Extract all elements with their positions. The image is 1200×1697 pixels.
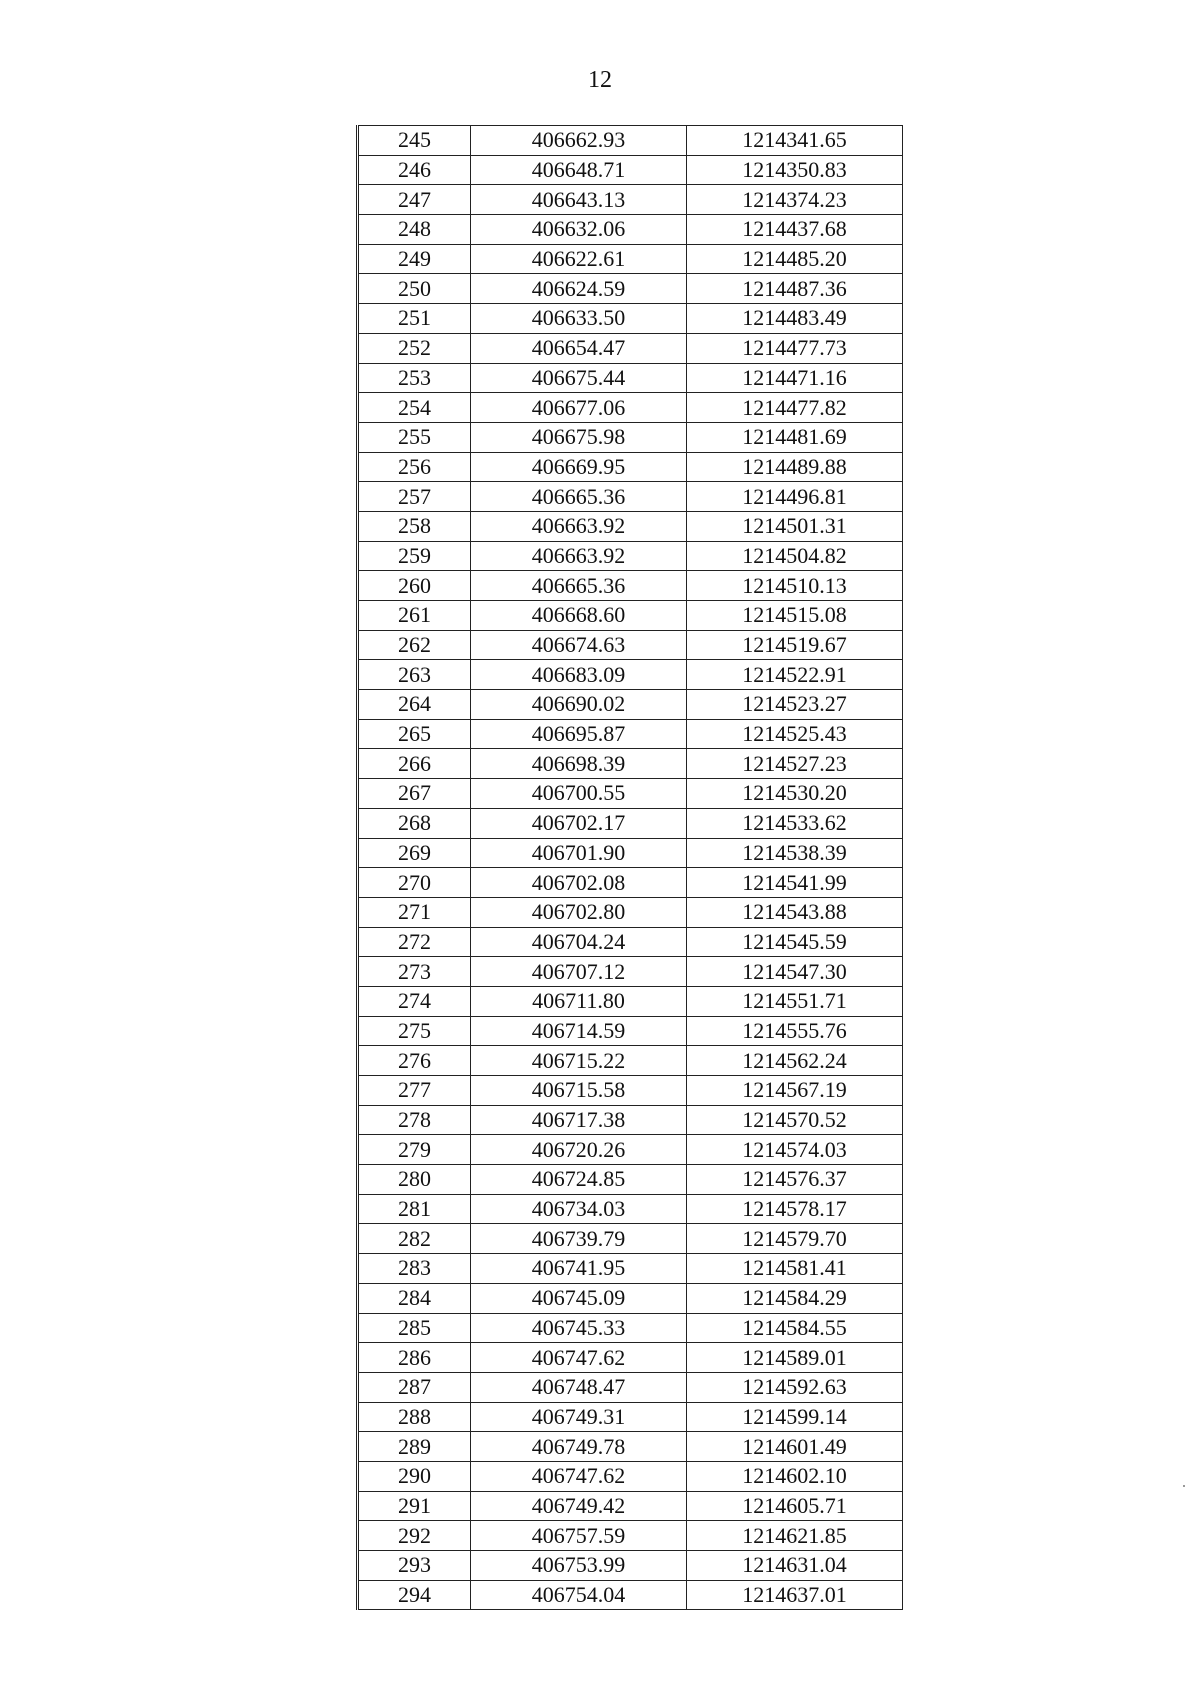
y-coordinate-cell: 1214496.81 [687, 482, 903, 512]
y-coordinate-cell: 1214477.82 [687, 393, 903, 423]
table-row [358, 1461, 903, 1491]
y-coordinate-cell: 1214341.65 [687, 126, 903, 156]
x-coordinate-cell: 406745.09 [471, 1283, 687, 1313]
table-row [358, 1046, 903, 1076]
x-coordinate-cell: 406749.42 [471, 1491, 687, 1521]
y-coordinate-cell: 1214605.71 [687, 1491, 903, 1521]
y-coordinate-cell: 1214547.30 [687, 957, 903, 987]
x-coordinate-cell: 406754.04 [471, 1580, 687, 1610]
y-coordinate-cell: 1214437.68 [687, 215, 903, 245]
point-number-cell: 263 [358, 660, 471, 690]
x-coordinate-cell: 406633.50 [471, 304, 687, 334]
point-number-cell: 249 [358, 244, 471, 274]
table-row [358, 541, 903, 571]
point-number-cell: 288 [358, 1402, 471, 1432]
y-coordinate-cell: 1214481.69 [687, 422, 903, 452]
table-row [358, 1254, 903, 1284]
table-row [358, 1224, 903, 1254]
point-number-cell: 285 [358, 1313, 471, 1343]
y-coordinate-cell: 1214538.39 [687, 838, 903, 868]
x-coordinate-cell: 406701.90 [471, 838, 687, 868]
x-coordinate-cell: 406707.12 [471, 957, 687, 987]
x-coordinate-cell: 406663.92 [471, 541, 687, 571]
y-coordinate-cell: 1214523.27 [687, 690, 903, 720]
point-number-cell: 291 [358, 1491, 471, 1521]
table-row [358, 838, 903, 868]
table-row [358, 660, 903, 690]
y-coordinate-cell: 1214515.08 [687, 601, 903, 631]
x-coordinate-cell: 406714.59 [471, 1016, 687, 1046]
x-coordinate-cell: 406720.26 [471, 1135, 687, 1165]
x-coordinate-cell: 406654.47 [471, 333, 687, 363]
point-number-cell: 289 [358, 1432, 471, 1462]
y-coordinate-cell: 1214489.88 [687, 452, 903, 482]
y-coordinate-cell: 1214579.70 [687, 1224, 903, 1254]
x-coordinate-cell: 406717.38 [471, 1105, 687, 1135]
y-coordinate-cell: 1214525.43 [687, 719, 903, 749]
table-row [358, 749, 903, 779]
coordinates-table-body [358, 126, 903, 1610]
table-row [358, 1165, 903, 1195]
point-number-cell: 250 [358, 274, 471, 304]
table-row [358, 986, 903, 1016]
point-number-cell: 245 [358, 126, 471, 156]
point-number-cell: 262 [358, 630, 471, 660]
x-coordinate-cell: 406702.80 [471, 897, 687, 927]
table-row [358, 452, 903, 482]
point-number-cell: 286 [358, 1343, 471, 1373]
point-number-cell: 279 [358, 1135, 471, 1165]
point-number-cell: 252 [358, 333, 471, 363]
table-row [358, 304, 903, 334]
y-coordinate-cell: 1214522.91 [687, 660, 903, 690]
y-coordinate-cell: 1214570.52 [687, 1105, 903, 1135]
y-coordinate-cell: 1214584.55 [687, 1313, 903, 1343]
table-row [358, 1551, 903, 1581]
table-row [358, 215, 903, 245]
point-number-cell: 258 [358, 511, 471, 541]
x-coordinate-cell: 406748.47 [471, 1372, 687, 1402]
point-number-cell: 292 [358, 1521, 471, 1551]
y-coordinate-cell: 1214485.20 [687, 244, 903, 274]
x-coordinate-cell: 406749.31 [471, 1402, 687, 1432]
point-number-cell: 294 [358, 1580, 471, 1610]
x-coordinate-cell: 406668.60 [471, 601, 687, 631]
point-number-cell: 255 [358, 422, 471, 452]
x-coordinate-cell: 406622.61 [471, 244, 687, 274]
point-number-cell: 271 [358, 897, 471, 927]
point-number-cell: 266 [358, 749, 471, 779]
table-row [358, 274, 903, 304]
point-number-cell: 269 [358, 838, 471, 868]
point-number-cell: 293 [358, 1551, 471, 1581]
x-coordinate-cell: 406683.09 [471, 660, 687, 690]
y-coordinate-cell: 1214567.19 [687, 1076, 903, 1106]
point-number-cell: 287 [358, 1372, 471, 1402]
y-coordinate-cell: 1214578.17 [687, 1194, 903, 1224]
table-row [358, 422, 903, 452]
y-coordinate-cell: 1214592.63 [687, 1372, 903, 1402]
x-coordinate-cell: 406700.55 [471, 779, 687, 809]
point-number-cell: 253 [358, 363, 471, 393]
y-coordinate-cell: 1214350.83 [687, 155, 903, 185]
table-row [358, 185, 903, 215]
x-coordinate-cell: 406695.87 [471, 719, 687, 749]
table-row [358, 1580, 903, 1610]
point-number-cell: 257 [358, 482, 471, 512]
y-coordinate-cell: 1214545.59 [687, 927, 903, 957]
table-row [358, 601, 903, 631]
x-coordinate-cell: 406674.63 [471, 630, 687, 660]
point-number-cell: 270 [358, 868, 471, 898]
point-number-cell: 246 [358, 155, 471, 185]
point-number-cell: 260 [358, 571, 471, 601]
x-coordinate-cell: 406704.24 [471, 927, 687, 957]
y-coordinate-cell: 1214541.99 [687, 868, 903, 898]
y-coordinate-cell: 1214631.04 [687, 1551, 903, 1581]
x-coordinate-cell: 406734.03 [471, 1194, 687, 1224]
point-number-cell: 284 [358, 1283, 471, 1313]
point-number-cell: 283 [358, 1254, 471, 1284]
x-coordinate-cell: 406675.98 [471, 422, 687, 452]
table-row [358, 719, 903, 749]
table-row [358, 808, 903, 838]
y-coordinate-cell: 1214599.14 [687, 1402, 903, 1432]
point-number-cell: 251 [358, 304, 471, 334]
x-coordinate-cell: 406749.78 [471, 1432, 687, 1462]
y-coordinate-cell: 1214589.01 [687, 1343, 903, 1373]
y-coordinate-cell: 1214501.31 [687, 511, 903, 541]
y-coordinate-cell: 1214519.67 [687, 630, 903, 660]
x-coordinate-cell: 406702.17 [471, 808, 687, 838]
x-coordinate-cell: 406711.80 [471, 986, 687, 1016]
table-row [358, 779, 903, 809]
table-row [358, 1135, 903, 1165]
table-row [358, 1105, 903, 1135]
x-coordinate-cell: 406741.95 [471, 1254, 687, 1284]
x-coordinate-cell: 406739.79 [471, 1224, 687, 1254]
scan-speck [1183, 1485, 1185, 1487]
x-coordinate-cell: 406643.13 [471, 185, 687, 215]
point-number-cell: 248 [358, 215, 471, 245]
y-coordinate-cell: 1214530.20 [687, 779, 903, 809]
y-coordinate-cell: 1214551.71 [687, 986, 903, 1016]
table-row [358, 1016, 903, 1046]
x-coordinate-cell: 406632.06 [471, 215, 687, 245]
table-row [358, 1313, 903, 1343]
y-coordinate-cell: 1214510.13 [687, 571, 903, 601]
point-number-cell: 278 [358, 1105, 471, 1135]
x-coordinate-cell: 406677.06 [471, 393, 687, 423]
point-number-cell: 273 [358, 957, 471, 987]
point-number-cell: 267 [358, 779, 471, 809]
table-row [358, 363, 903, 393]
x-coordinate-cell: 406669.95 [471, 452, 687, 482]
point-number-cell: 256 [358, 452, 471, 482]
y-coordinate-cell: 1214584.29 [687, 1283, 903, 1313]
table-row [358, 511, 903, 541]
x-coordinate-cell: 406757.59 [471, 1521, 687, 1551]
point-number-cell: 280 [358, 1165, 471, 1195]
table-row [358, 957, 903, 987]
table-row [358, 482, 903, 512]
y-coordinate-cell: 1214483.49 [687, 304, 903, 334]
y-coordinate-cell: 1214477.73 [687, 333, 903, 363]
y-coordinate-cell: 1214601.49 [687, 1432, 903, 1462]
table-row [358, 571, 903, 601]
y-coordinate-cell: 1214581.41 [687, 1254, 903, 1284]
y-coordinate-cell: 1214602.10 [687, 1461, 903, 1491]
x-coordinate-cell: 406745.33 [471, 1313, 687, 1343]
table-row [358, 1194, 903, 1224]
point-number-cell: 274 [358, 986, 471, 1016]
point-number-cell: 281 [358, 1194, 471, 1224]
point-number-cell: 259 [358, 541, 471, 571]
point-number-cell: 247 [358, 185, 471, 215]
point-number-cell: 268 [358, 808, 471, 838]
point-number-cell: 272 [358, 927, 471, 957]
x-coordinate-cell: 406753.99 [471, 1551, 687, 1581]
y-coordinate-cell: 1214374.23 [687, 185, 903, 215]
table-row [358, 393, 903, 423]
x-coordinate-cell: 406624.59 [471, 274, 687, 304]
y-coordinate-cell: 1214504.82 [687, 541, 903, 571]
point-number-cell: 261 [358, 601, 471, 631]
point-number-cell: 282 [358, 1224, 471, 1254]
point-number-cell: 264 [358, 690, 471, 720]
table-row [358, 868, 903, 898]
point-number-cell: 276 [358, 1046, 471, 1076]
x-coordinate-cell: 406648.71 [471, 155, 687, 185]
table-row [358, 1402, 903, 1432]
table-row [358, 1343, 903, 1373]
y-coordinate-cell: 1214637.01 [687, 1580, 903, 1610]
table-row [358, 126, 903, 156]
x-coordinate-cell: 406702.08 [471, 868, 687, 898]
point-number-cell: 275 [358, 1016, 471, 1046]
table-row [358, 1076, 903, 1106]
x-coordinate-cell: 406665.36 [471, 571, 687, 601]
y-coordinate-cell: 1214576.37 [687, 1165, 903, 1195]
x-coordinate-cell: 406690.02 [471, 690, 687, 720]
y-coordinate-cell: 1214533.62 [687, 808, 903, 838]
point-number-cell: 254 [358, 393, 471, 423]
coordinates-table [356, 125, 903, 1610]
table-row [358, 630, 903, 660]
table-row [358, 1432, 903, 1462]
table-row [358, 244, 903, 274]
x-coordinate-cell: 406747.62 [471, 1343, 687, 1373]
page-number: 12 [588, 67, 612, 93]
y-coordinate-cell: 1214562.24 [687, 1046, 903, 1076]
y-coordinate-cell: 1214555.76 [687, 1016, 903, 1046]
table-row [358, 1521, 903, 1551]
table-row [358, 1372, 903, 1402]
x-coordinate-cell: 406747.62 [471, 1461, 687, 1491]
y-coordinate-cell: 1214487.36 [687, 274, 903, 304]
table-row [358, 333, 903, 363]
point-number-cell: 290 [358, 1461, 471, 1491]
x-coordinate-cell: 406715.58 [471, 1076, 687, 1106]
table-row [358, 927, 903, 957]
table-row [358, 155, 903, 185]
x-coordinate-cell: 406665.36 [471, 482, 687, 512]
table-row [358, 897, 903, 927]
y-coordinate-cell: 1214543.88 [687, 897, 903, 927]
x-coordinate-cell: 406663.92 [471, 511, 687, 541]
y-coordinate-cell: 1214471.16 [687, 363, 903, 393]
table-row [358, 1491, 903, 1521]
x-coordinate-cell: 406698.39 [471, 749, 687, 779]
table-row [358, 690, 903, 720]
y-coordinate-cell: 1214574.03 [687, 1135, 903, 1165]
point-number-cell: 265 [358, 719, 471, 749]
x-coordinate-cell: 406724.85 [471, 1165, 687, 1195]
x-coordinate-cell: 406675.44 [471, 363, 687, 393]
y-coordinate-cell: 1214527.23 [687, 749, 903, 779]
y-coordinate-cell: 1214621.85 [687, 1521, 903, 1551]
x-coordinate-cell: 406662.93 [471, 126, 687, 156]
point-number-cell: 277 [358, 1076, 471, 1106]
x-coordinate-cell: 406715.22 [471, 1046, 687, 1076]
table-row [358, 1283, 903, 1313]
